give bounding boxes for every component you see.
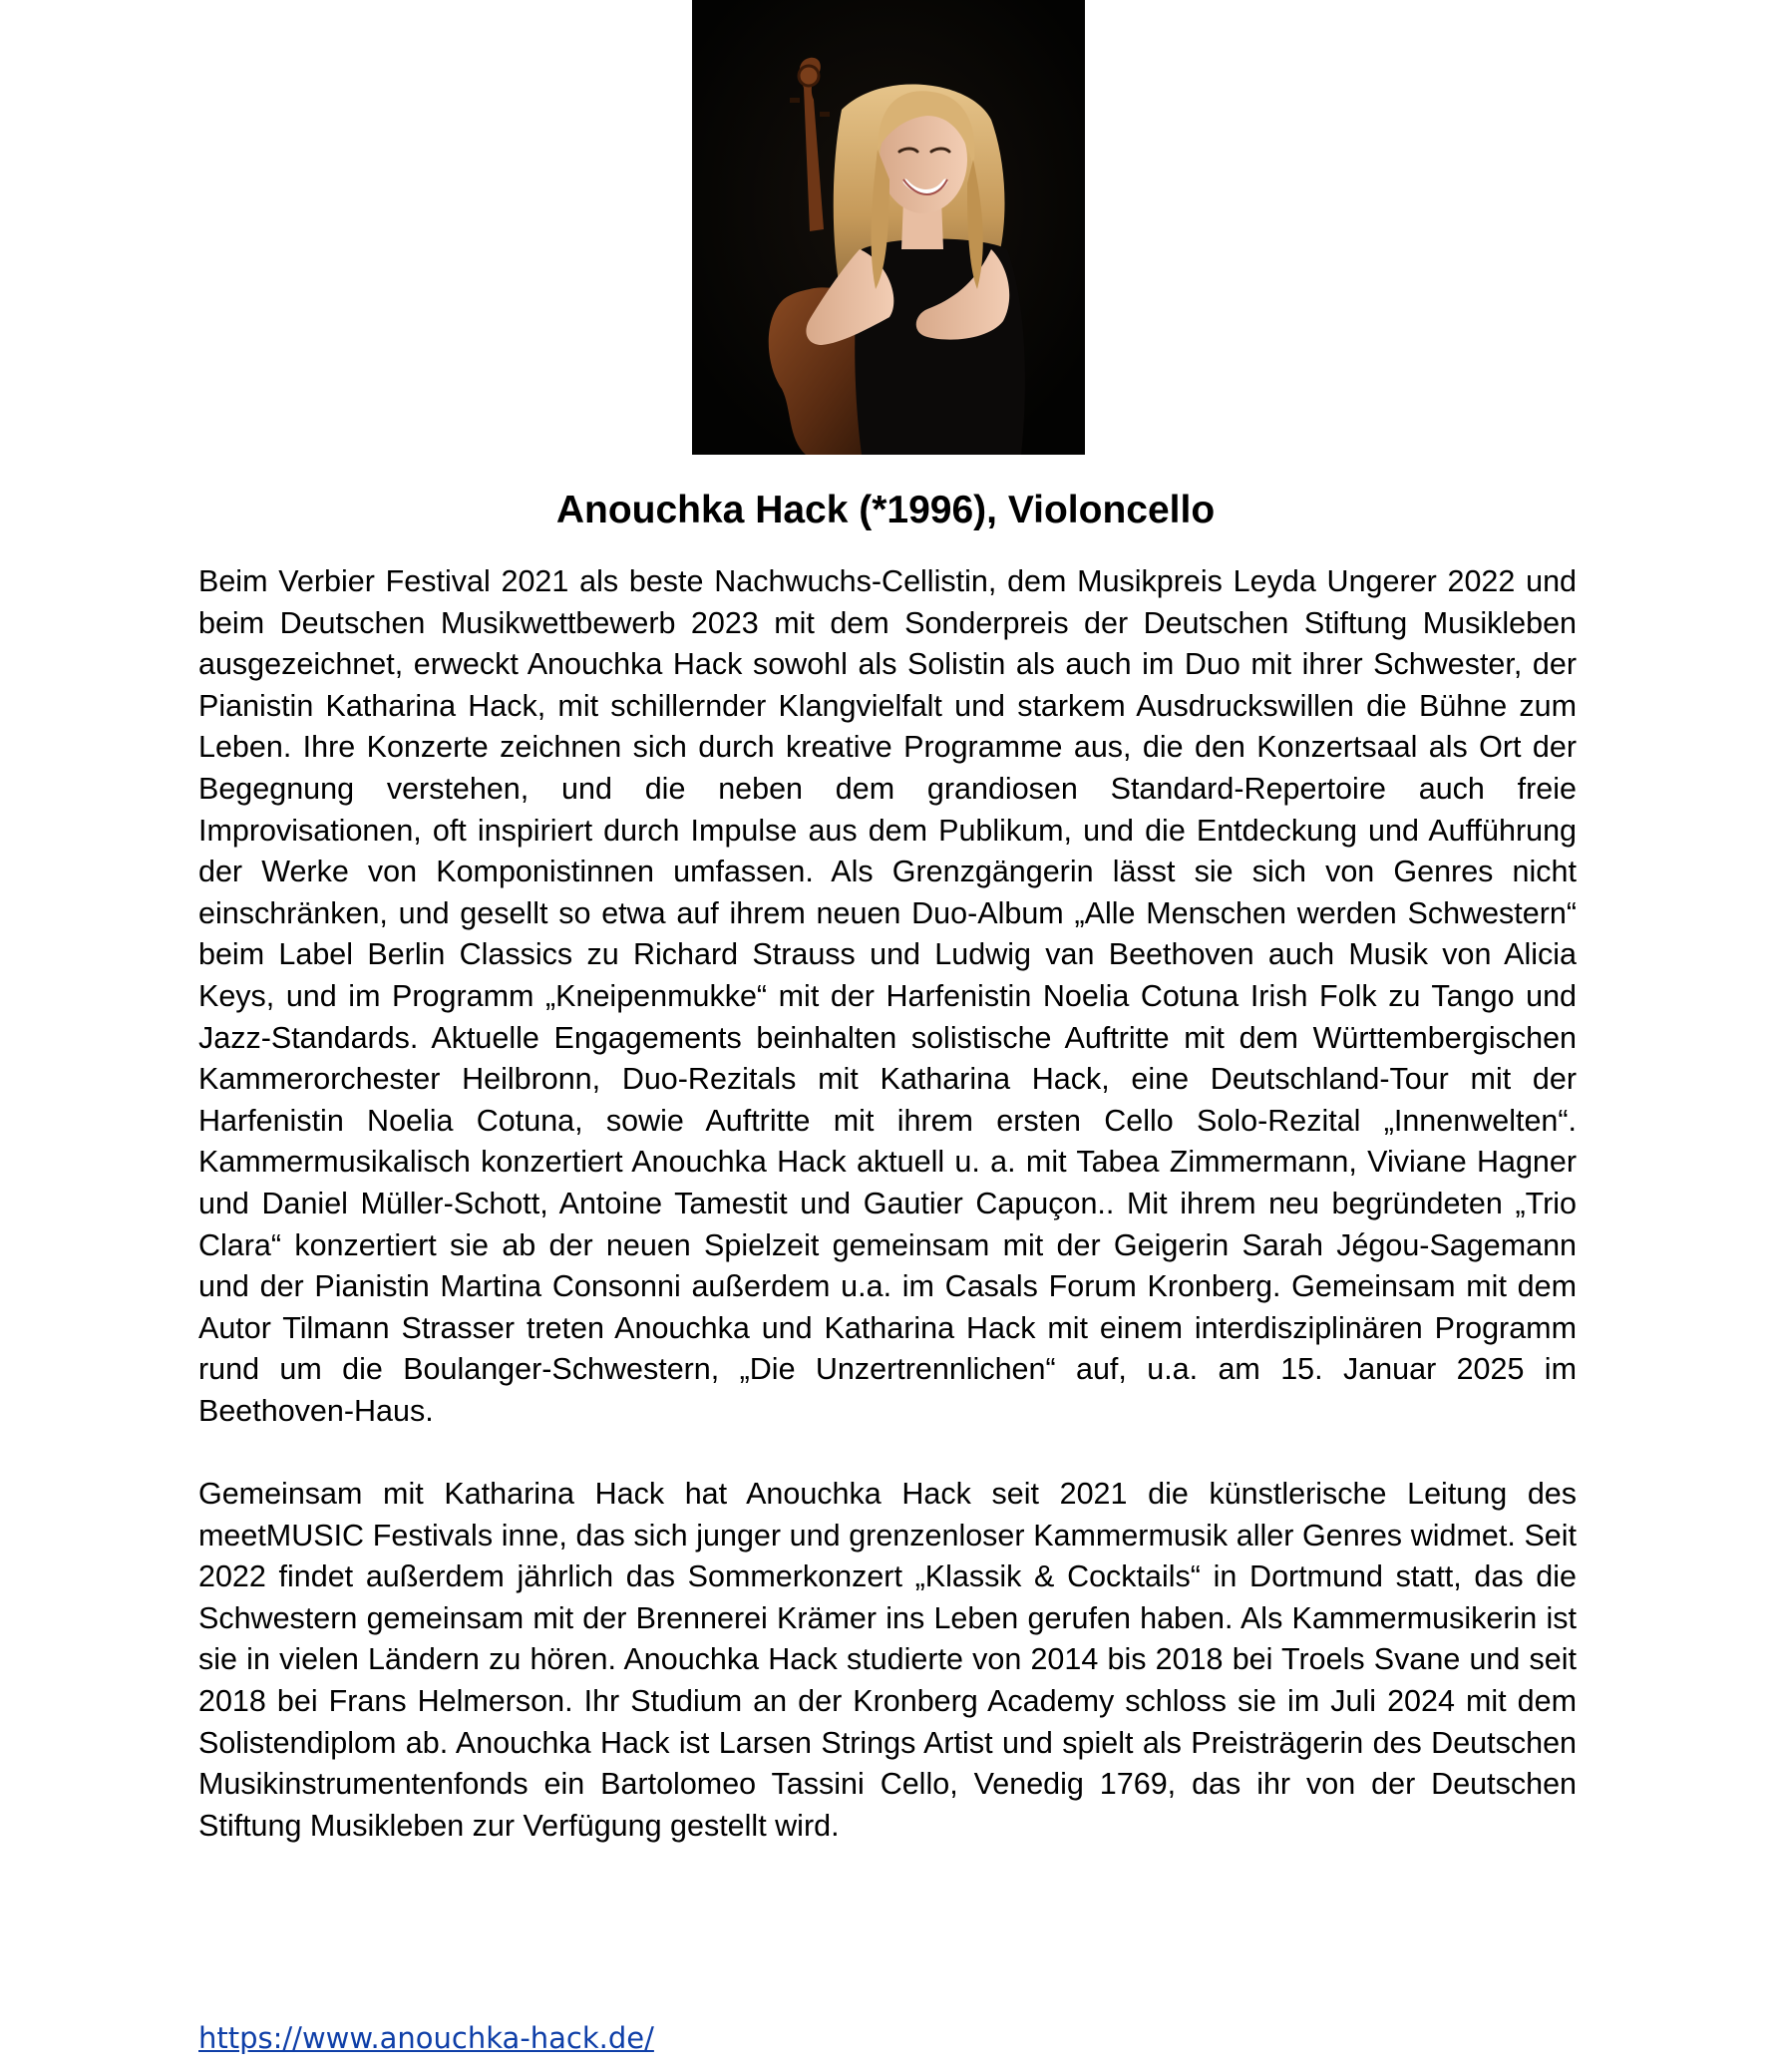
page-title: Anouchka Hack (*1996), Violoncello [555, 489, 1216, 531]
portrait-photo [692, 0, 1085, 455]
biography-paragraph-2: Gemeinsam mit Katharina Hack hat Anouchka Hack seit 2021 die künstlerische Leitung des meetMUSIC Festivals inne, das sich junger und grenzenloser Kammermusik aller Genres widmet. Seit 2022 findet außerdem jährlich das Sommerkonzert „Klassik & Cocktails“ in Dortmund statt, das die Schwestern gemeinsam mit der Brennerei Krämer ins Leben gerufen haben. Als Kammermusikerin ist sie in vielen Ländern zu hören. Anouchka Hack studierte von 2014 bis 2018 bei Troels Svane und seit 2018 bei Frans Helmerson. Ihr Studium an der Kronberg Academy schloss sie im Juli 2024 mit dem Solistendiplom ab. Anouchka Hack ist Larsen Strings Artist und spielt als Preisträgerin des Deutschen Musikinstrumentenfonds ein Bartolomeo Tassini Cello, Venedig 1769, das ihr von der Deutschen Stiftung Musikleben zur Verfügung gestellt wird. [198, 1477, 1577, 1843]
website-link[interactable]: https://www.anouchka-hack.de/ [198, 2021, 654, 2055]
biography-paragraph-1: Beim Verbier Festival 2021 als beste Nachwuchs-Cellistin, dem Musikpreis Leyda Ungerer 2022 und beim Deutschen Musikwettbewerb 2023 mit dem Sonderpreis der Deutschen Stiftung Musikleben ausgezeichnet, erweckt Anouchka Hack sowohl als Solistin als auch im Duo mit ihrer Schwester, der Pianistin Katharina Hack, mit schillernder Klangvielfalt und starkem Ausdruckswillen die Bühne zum Leben. Ihre Konzerte zeichnen sich durch kreative Programme aus, die den Konzertsaal als Ort der Begegnung verstehen, und die neben dem grandiosen Standard-Repertoire auch freie Improvisationen, oft inspiriert durch Impulse aus dem Publikum, und die Entdeckung und Aufführung der Werke von Komponistinnen umfassen. Als Grenzgängerin lässt sie sich von Genres nicht einschränken, und gesellt so etwa auf ihrem neuen Duo-Album „Alle Menschen werden Schwestern“ beim Label Berlin Classics zu Richard Strauss und Ludwig van Beethoven auch Musik von Alicia Keys, und im Programm „Kneipenmukke“ mit der Harfenistin Noelia Cotuna Irish Folk zu Tango und Jazz-Standards. Aktuelle Engagements beinhalten solistische Auftritte mit dem Württembergischen Kammerorchester Heilbronn, Duo-Rezitals mit Katharina Hack, eine Deutschland-Tour mit der Harfenistin Noelia Cotuna, sowie Auftritte mit ihrem ersten Cello Solo-Rezital „Innenwelten“. Kammermusikalisch konzertiert Anouchka Hack aktuell u. a. mit Tabea Zimmermann, Viviane Hagner und Daniel Müller-Schott, Antoine Tamestit und Gautier Capuçon.. Mit ihrem neu begründeten „Trio Clara“ konzertiert sie ab der neuen Spielzeit gemeinsam mit der Geigerin Sarah Jégou-Sagemann und der Pianistin Martina Consonni außerdem u.a. im Casals Forum Kronberg. Gemeinsam mit dem Autor Tilmann Strasser treten Anouchka und Katharina Hack mit einem interdisziplinären Programm rund um die Boulanger-Schwestern, „Die Unzertrennlichen“ auf, u.a. am 15. Januar 2025 im Beethoven-Haus. [198, 564, 1577, 1428]
portrait-photo-icon [692, 0, 1085, 455]
biography-text [198, 561, 1577, 1847]
